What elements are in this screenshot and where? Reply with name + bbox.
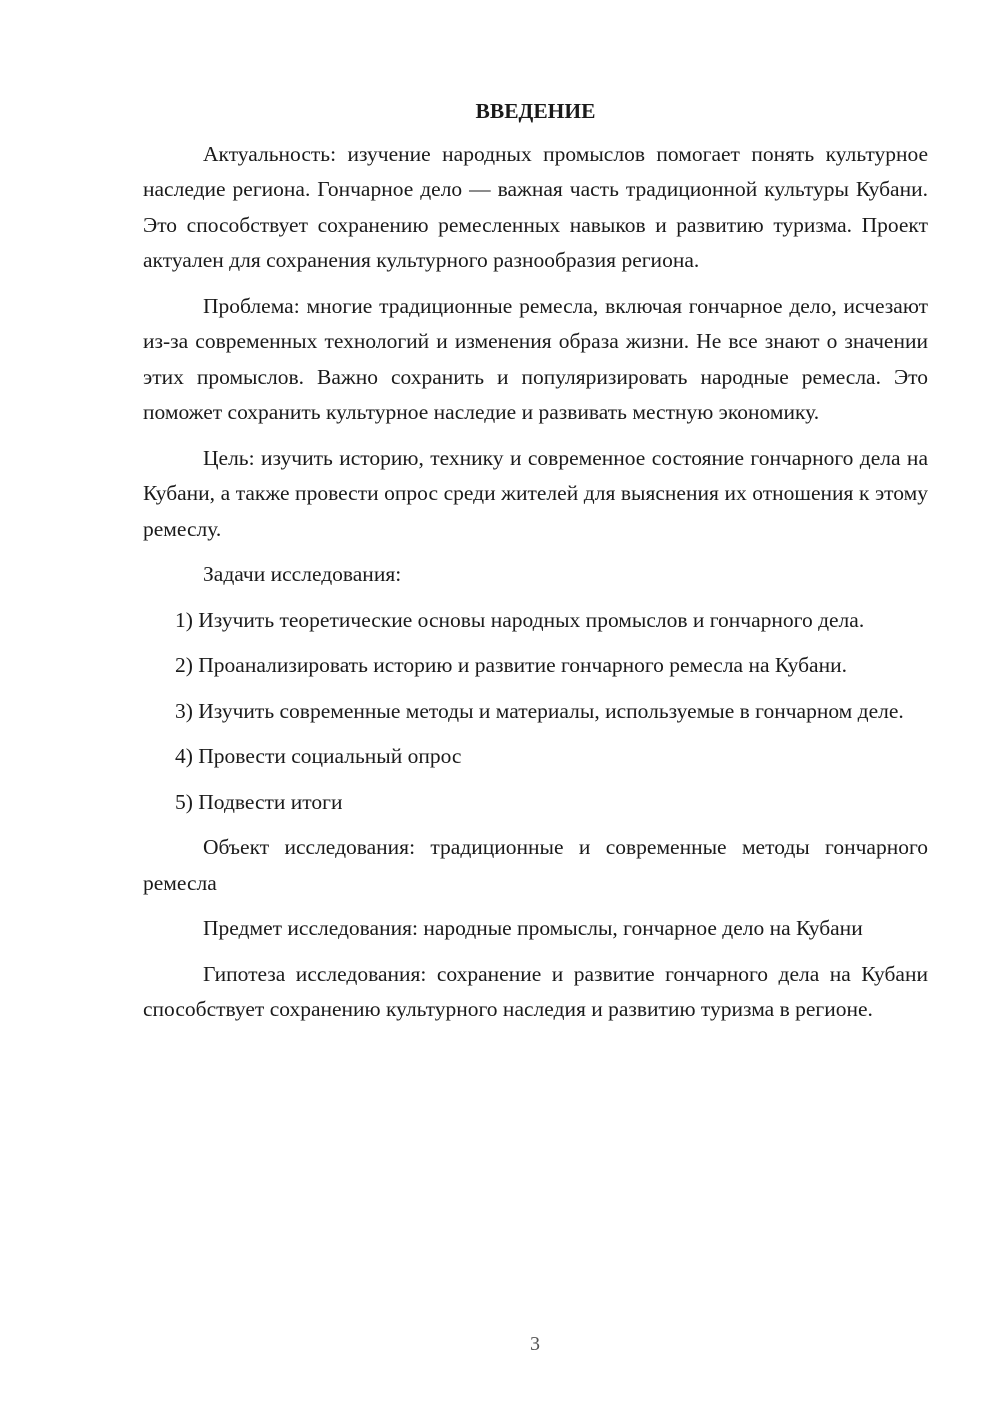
tasks-list [143,603,928,821]
subject-paragraph: Предмет исследования: народные промыслы, гончарное дело на Кубани [203,916,863,940]
hypothesis-paragraph: Гипотеза исследования: сохранение и развитие гончарного дела на Кубани способствует сохранению культурного наследия и развитию туризма в регионе. [143,961,928,1021]
goal-paragraph: Цель: изучить историю, технику и современное состояние гончарного дела на Кубани, а также провести опрос среди жителей для выяснения их отношения к этому ремеслу. [143,445,928,541]
tasks-heading: Задачи исследования: [203,562,402,586]
task-item: 1) Изучить теоретические основы народных промыслов и гончарного дела. [175,607,865,632]
task-item: 2) Проанализировать историю и развитие гончарного ремесла на Кубани. [175,653,847,677]
relevance-paragraph: Актуальность: изучение народных промыслов помогает понять культурное наследие региона. Гончарное дело — важная часть традиционной культуры Кубани. Это способствует сохранению ремесленных навыков и развитию туризма. Проект актуален для сохранения культурного разнообразия региона. [143,141,928,272]
task-item: 4) Провести социальный опрос [175,744,462,768]
problem-paragraph: Проблема: многие традиционные ремесла, включая гончарное дело, исчезают из-за современных технологий и изменения образа жизни. Не все знают о значении этих промыслов. Важно сохранить и популяризировать народные ремесла. Это поможет сохранить культурное наследие и развивать местную экономику. [143,293,928,424]
page-number: 3 [530,1333,540,1355]
object-paragraph: Объект исследования: традиционные и современные методы гончарного ремесла [143,835,928,895]
task-item: 3) Изучить современные методы и материалы, используемые в гончарном деле. [175,698,904,723]
task-item: 5) Подвести итоги [175,789,343,814]
section-title: ВВЕДЕНИЕ [475,99,596,123]
page-content [143,94,928,1038]
